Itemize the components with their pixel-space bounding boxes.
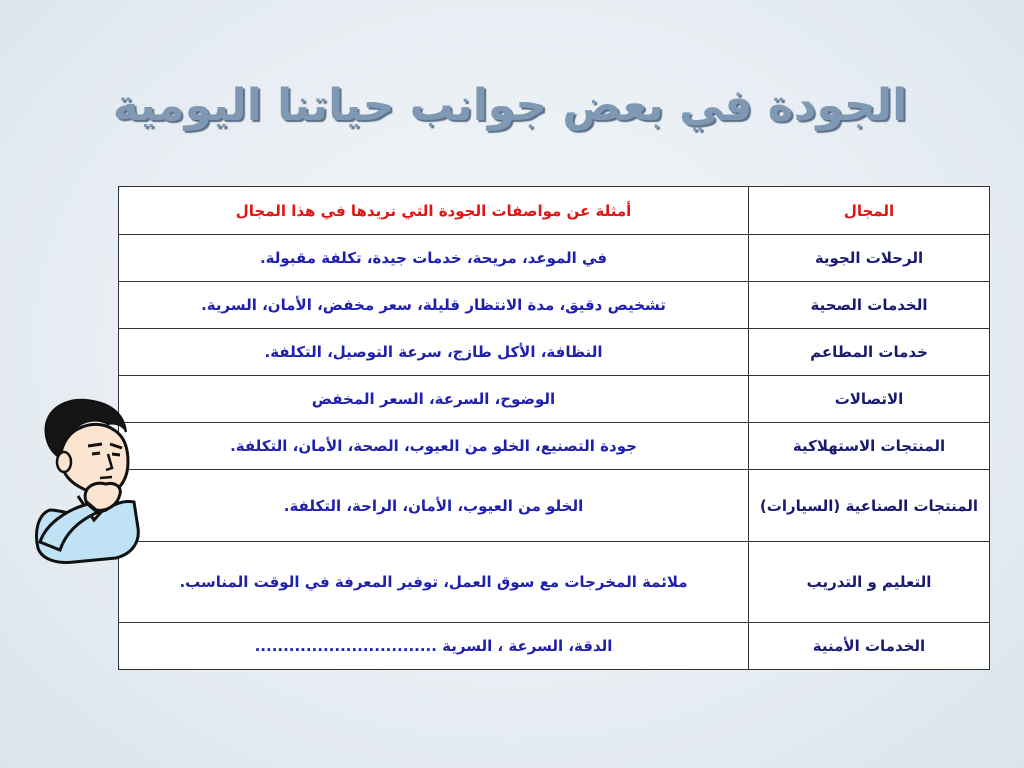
row-domain: المنتجات الاستهلاكية [749, 423, 990, 470]
row-examples: الدقة، السرعة ، السرية ................................ [119, 623, 749, 670]
row-domain: المنتجات الصناعية (السيارات) [749, 470, 990, 542]
row-domain: الاتصالات [749, 376, 990, 423]
row-domain: الرحلات الجوية [749, 235, 990, 282]
row-examples: في الموعد، مريحة، خدمات جيدة، تكلفة مقبولة. [119, 235, 749, 282]
table-row [119, 470, 990, 542]
row-examples: جودة التصنيع، الخلو من العيوب، الصحة، الأمان، التكلفة. [119, 423, 749, 470]
mouth-shape [100, 477, 112, 478]
table-row [119, 282, 990, 329]
slide-title: الجودة في بعض جوانب حياتنا اليومية [112, 80, 908, 131]
row-domain: التعليم و التدريب [749, 542, 990, 623]
row-examples: تشخيص دقيق، مدة الانتظار قليلة، سعر مخفض، الأمان، السرية. [119, 282, 749, 329]
row-examples: ملائمة المخرجات مع سوق العمل، توفير المعرفة في الوقت المناسب. [119, 542, 749, 623]
row-domain: الخدمات الصحية [749, 282, 990, 329]
table-row [119, 235, 990, 282]
row-examples: الخلو من العيوب، الأمان، الراحة، التكلفة. [119, 470, 749, 542]
row-domain: خدمات المطاعم [749, 329, 990, 376]
row-examples: الوضوح، السرعة، السعر المخفض [119, 376, 749, 423]
table-row [119, 376, 990, 423]
table-row [119, 423, 990, 470]
table-header-row [119, 187, 990, 235]
header-examples: أمثلة عن مواصفات الجودة التي نريدها في هذا المجال [119, 187, 749, 235]
quality-table [118, 186, 990, 670]
ear-shape [57, 452, 71, 472]
thinking-man-icon [28, 392, 150, 570]
row-examples: النظافة، الأكل طازج، سرعة التوصيل، التكلفة. [119, 329, 749, 376]
table-row [119, 623, 990, 670]
header-domain: المجال [749, 187, 990, 235]
table-row [119, 542, 990, 623]
table-row [119, 329, 990, 376]
row-domain: الخدمات الأمنية [749, 623, 990, 670]
